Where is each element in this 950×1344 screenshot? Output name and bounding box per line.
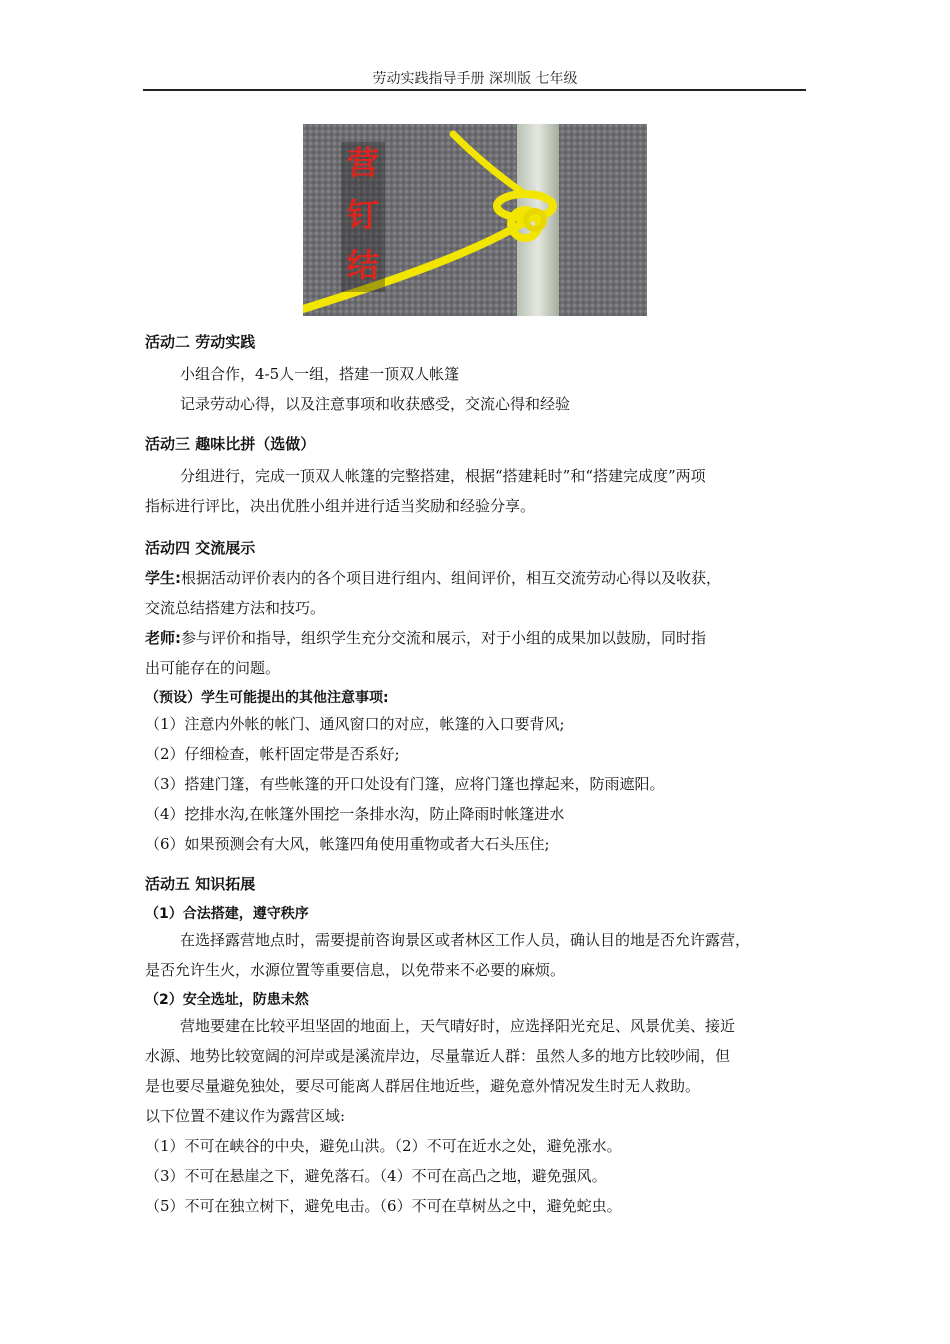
sub1-line-1: 在选择露营地点时，需要提前咨询景区或者林区工作人员，确认目的地是否允许露营，: [180, 931, 751, 949]
note-item: （2）仔细检查，帐杆固定带是否系好;: [145, 745, 400, 763]
page-header: 劳动实践指导手册 深圳版 七年级: [372, 71, 578, 87]
tent-stake-knot-photo: [303, 124, 647, 316]
knot-illustration: [303, 124, 647, 316]
caption-char-2: 钉: [346, 196, 380, 234]
activity5-sub2: （2）安全选址，防患未然: [145, 992, 309, 1008]
caption-char-1: 营: [346, 144, 380, 182]
activity3-line-2: 指标进行评比，决出优胜小组并进行适当奖励和经验分享。: [145, 497, 536, 515]
sub2-line-3: 是也要尽量避免独处，要尽可能离人群居住地近些，避免意外情况发生时无人救助。: [145, 1077, 701, 1095]
sub2-line-1: 营地要建在比较平坦坚固的地面上，天气晴好时，应选择阳光充足、风景优美、接近: [180, 1017, 736, 1035]
student-line-2: 交流总结搭建方法和技巧。: [145, 599, 326, 617]
not-recommended-item: （3）不可在悬崖之下，避免落石。（4）不可在高凸之地，避免强风。: [145, 1167, 607, 1185]
activity4-title: 活动四 交流展示: [145, 539, 256, 557]
caption-char-3: 结: [346, 246, 380, 284]
activity5-sub1: （1）合法搭建，遵守秩序: [145, 906, 309, 922]
activity3-title: 活动三 趣味比拼（选做）: [145, 435, 316, 453]
teacher-label: 老师:: [145, 629, 181, 647]
not-recommended-title: 以下位置不建议作为露营区域:: [145, 1107, 346, 1125]
activity2-line-1: 小组合作，4-5人一组，搭建一顶双人帐篷: [180, 365, 460, 383]
teacher-line-1: [145, 628, 706, 648]
note-item: （4）挖排水沟,在帐篷外围挖一条排水沟，防止降雨时帐篷进水: [145, 805, 565, 823]
not-recommended-item: （1）不可在峡谷的中央，避免山洪。（2）不可在近水之处，避免涨水。: [145, 1137, 622, 1155]
teacher-line-2: 出可能存在的问题。: [145, 659, 281, 677]
teacher-text-1: 参与评价和指导，组织学生充分交流和展示，对于小组的成果加以鼓励，同时指: [181, 629, 707, 647]
header-rule: [143, 89, 806, 91]
not-recommended-item: （5）不可在独立树下，避免电击。（6）不可在草树丛之中，避免蛇虫。: [145, 1197, 622, 1215]
activity3-line-1: 分组进行，完成一顶双人帐篷的完整搭建，根据“搭建耗时”和“搭建完成度”两项: [180, 467, 706, 485]
student-text-1: 根据活动评价表内的各个项目进行组内、组间评价，相互交流劳动心得以及收获，: [181, 569, 722, 587]
activity2-title: 活动二 劳动实践: [145, 333, 256, 351]
activity2-line-2: 记录劳动心得，以及注意事项和收获感受，交流心得和经验: [180, 395, 571, 413]
note-item: （3）搭建门篷，有些帐篷的开口处设有门篷，应将门篷也撑起来，防雨遮阳。: [145, 775, 665, 793]
activity5-title: 活动五 知识拓展: [145, 875, 256, 893]
notes-title: （预设）学生可能提出的其他注意事项:: [145, 690, 389, 706]
note-item: （6）如果预测会有大风，帐篷四角使用重物或者大石头压住;: [145, 835, 550, 853]
student-label: 学生:: [145, 569, 181, 587]
student-line-1: [145, 568, 721, 588]
note-item: （1）注意内外帐的帐门、通风窗口的对应，帐篷的入口要背风;: [145, 715, 565, 733]
sub1-line-2: 是否允许生火，水源位置等重要信息，以免带来不必要的麻烦。: [145, 961, 566, 979]
sub2-line-2: 水源、地势比较宽阔的河岸或是溪流岸边，尽量靠近人群：虽然人多的地方比较吵闹，但: [145, 1047, 731, 1065]
